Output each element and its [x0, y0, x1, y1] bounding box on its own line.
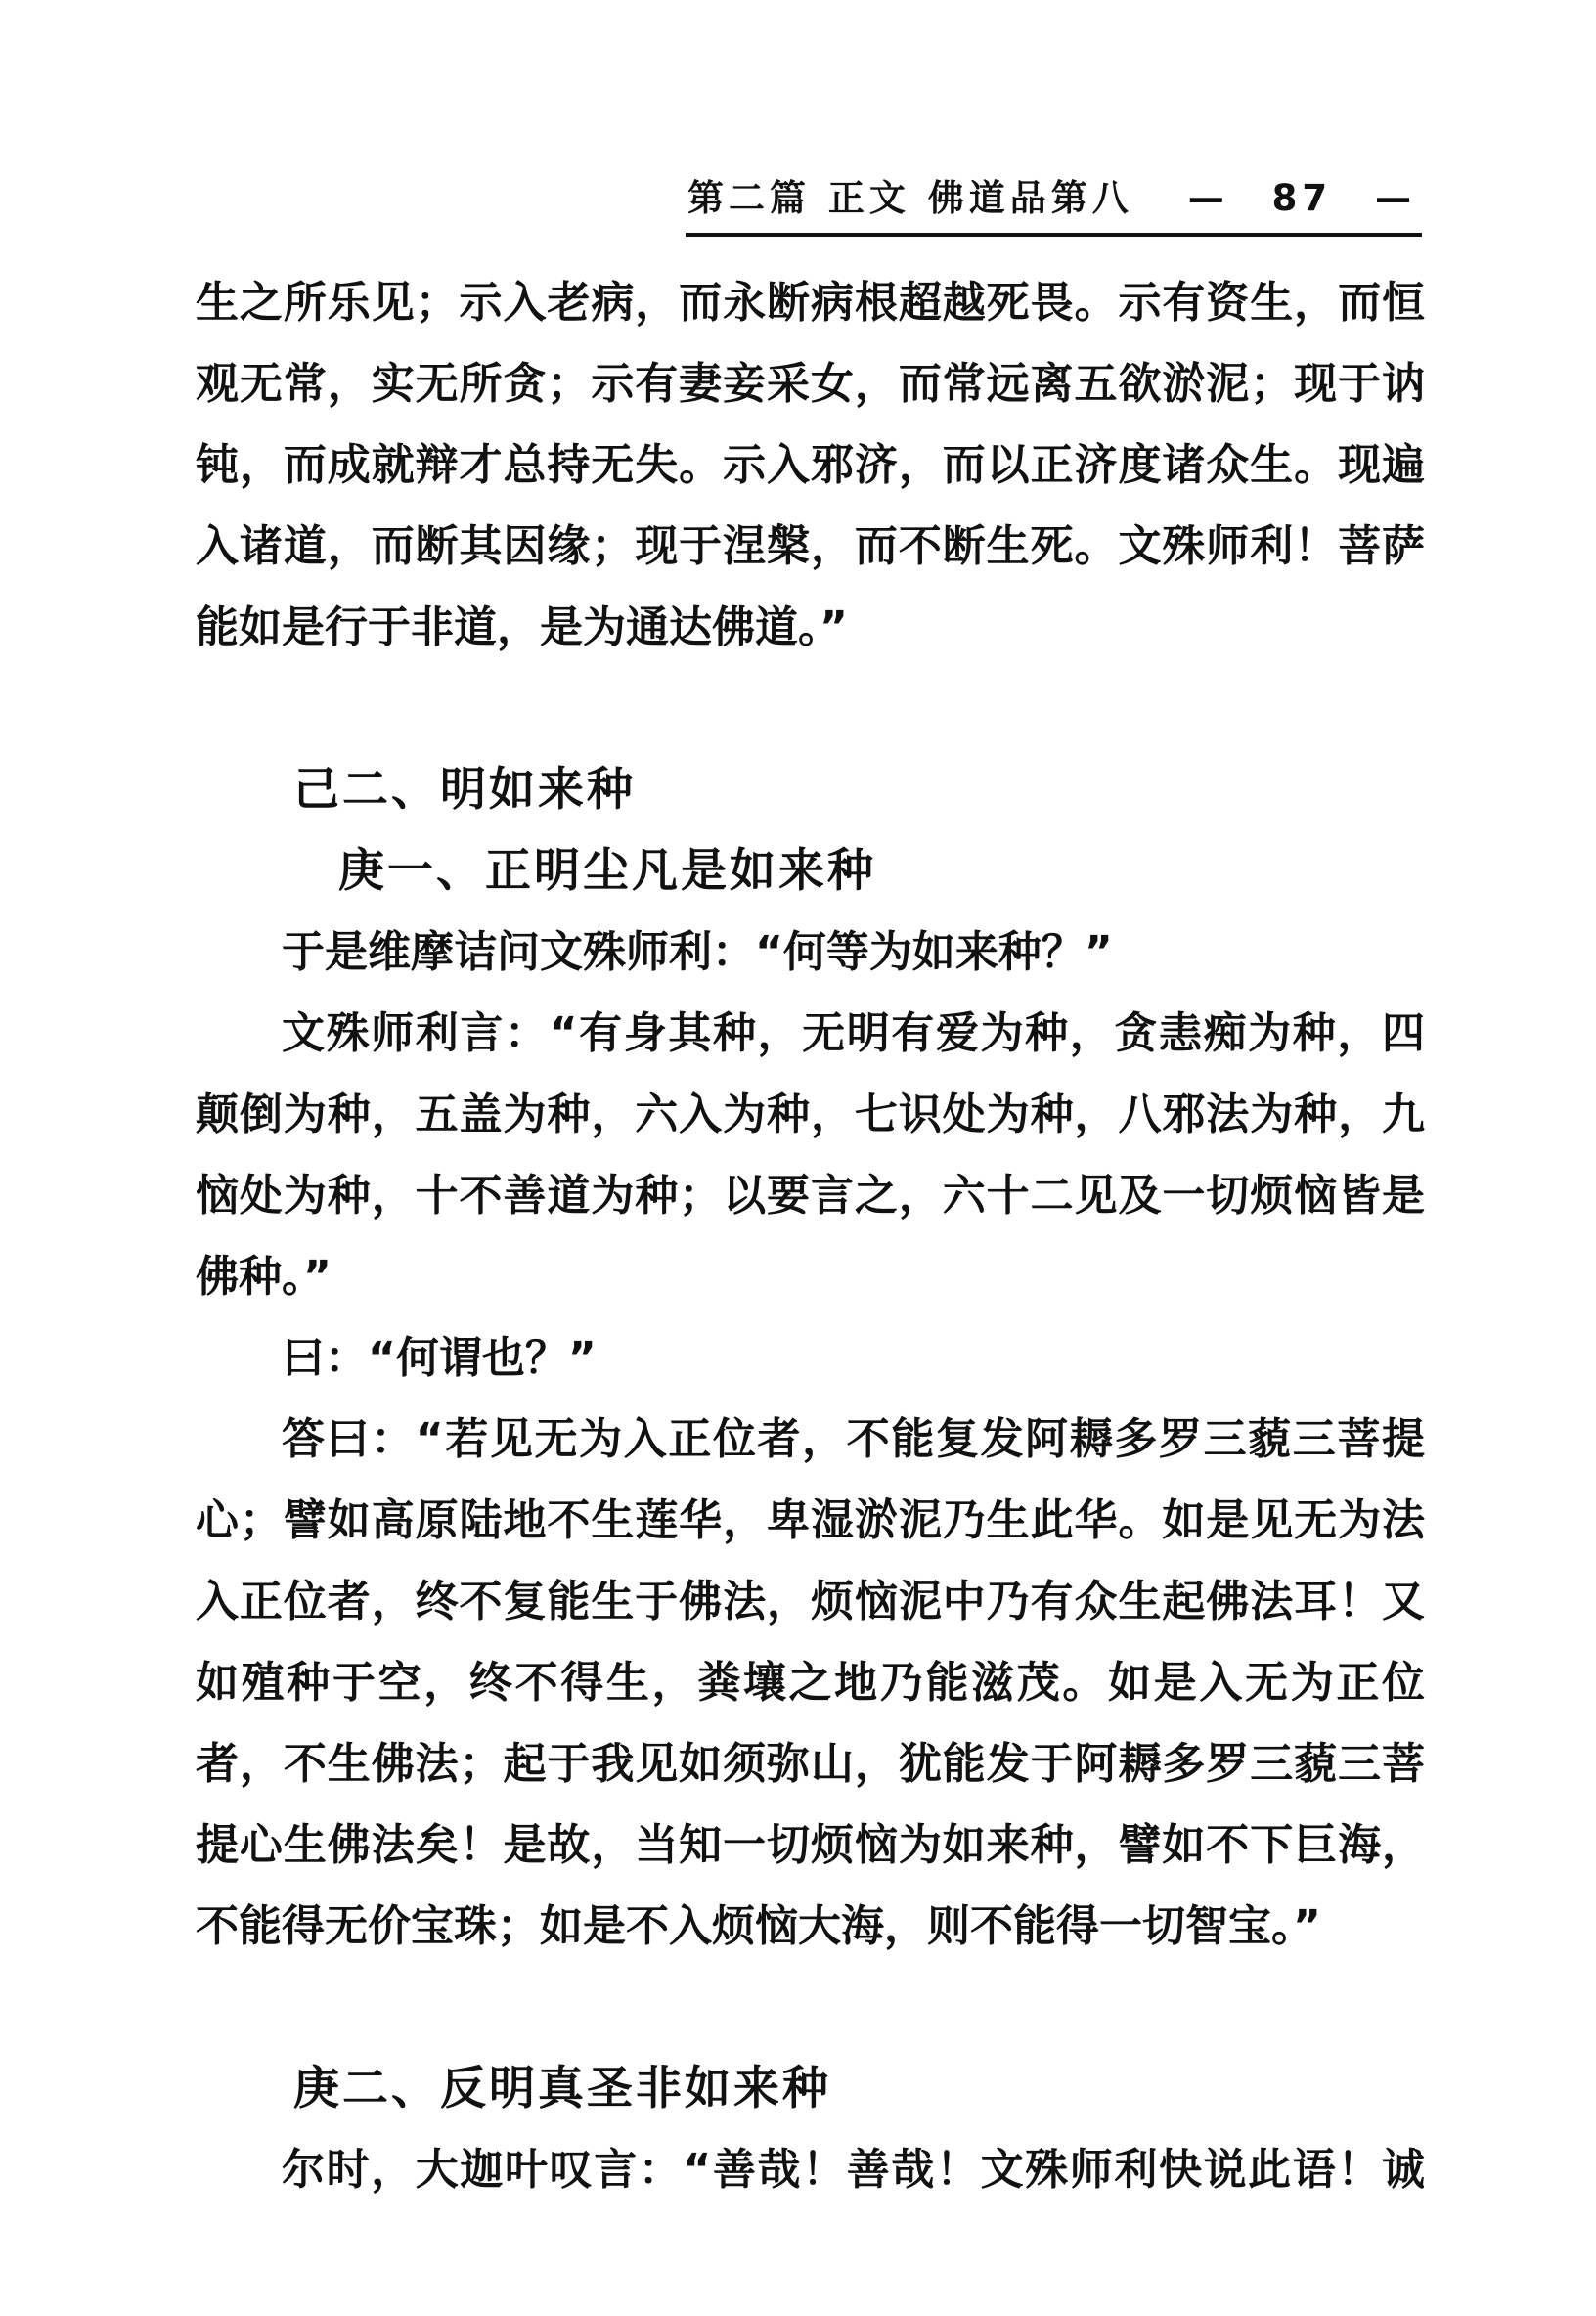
text-line: 答曰：“若见无为入正位者，不能复发阿耨多罗三藐三菩提: [282, 1414, 1425, 1464]
text-line: 于是维摩诘问文殊师利：“何等为如来种？”: [282, 927, 1113, 977]
text-line: 入正位者，终不复能生于佛法，烦恼泥中乃有众生起佛法耳！又: [196, 1577, 1425, 1626]
text-line: 观无常，实无所贪；示有妻妾采女，而常远离五欲淤泥；现于讷: [196, 359, 1425, 409]
running-head: [686, 168, 1422, 237]
text-line: 文殊师利言：“有身其种，无明有爱为种，贪恚痴为种，四: [282, 1008, 1425, 1058]
paragraph: [196, 1399, 1425, 1967]
paragraph: [196, 262, 1425, 668]
paragraph: [196, 912, 1425, 993]
text-line: 心；譬如高原陆地不生莲华，卑湿淤泥乃生此华。如是见无为法: [196, 1495, 1425, 1545]
paragraph: [196, 2129, 1425, 2210]
paragraph: [196, 1317, 1425, 1399]
paragraph: [196, 993, 1425, 1317]
text-blocks: [196, 262, 1425, 2210]
page-number: — 87 —: [1187, 177, 1416, 219]
section-heading: 庚二、反明真圣非如来种: [293, 2062, 831, 2116]
text-line: 颠倒为种，五盖为种，六入为种，七识处为种，八邪法为种，九: [196, 1090, 1425, 1139]
text-line: 能如是行于非道，是为通达佛道。”: [196, 602, 848, 652]
text-line: 提心生佛法矣！是故，当知一切烦恼为如来种，譬如不下巨海，: [196, 1820, 1425, 1870]
text-line: 入诸道，而断其因缘；现于涅槃，而不断生死。文殊师利！菩萨: [196, 521, 1425, 571]
text-line: 生之所乐见；示入老病，而永断病根超越死畏。示有资生，而恒: [196, 278, 1425, 328]
text-line: 不能得无价宝珠；如是不入烦恼大海，则不能得一切智宝。”: [196, 1901, 1321, 1951]
text-line: 钝，而成就辩才总持无失。示入邪济，而以正济度诸众生。现遍: [196, 440, 1425, 490]
text-line: 如殖种于空，终不得生，粪壤之地乃能滋茂。如是入无为正位: [196, 1658, 1425, 1708]
section-heading: 己二、明如来种: [293, 763, 636, 817]
text-line: 恼处为种，十不善道为种；以要言之，六十二见及一切烦恼皆是: [196, 1171, 1425, 1221]
text-line: 者，不生佛法；起于我见如须弥山，犹能发于阿耨多罗三藐三菩: [196, 1739, 1425, 1789]
text-line: 尔时，大迦叶叹言：“善哉！善哉！文殊师利快说此语！诚: [282, 2145, 1425, 2195]
text-line: 佛种。”: [196, 1252, 332, 1302]
section-heading: 庚一、正明尘凡是如来种: [338, 844, 876, 898]
text-line: 曰：“何谓也？”: [282, 1333, 597, 1383]
chapter-title: 第二篇 正文 佛道品第八: [687, 177, 1133, 219]
